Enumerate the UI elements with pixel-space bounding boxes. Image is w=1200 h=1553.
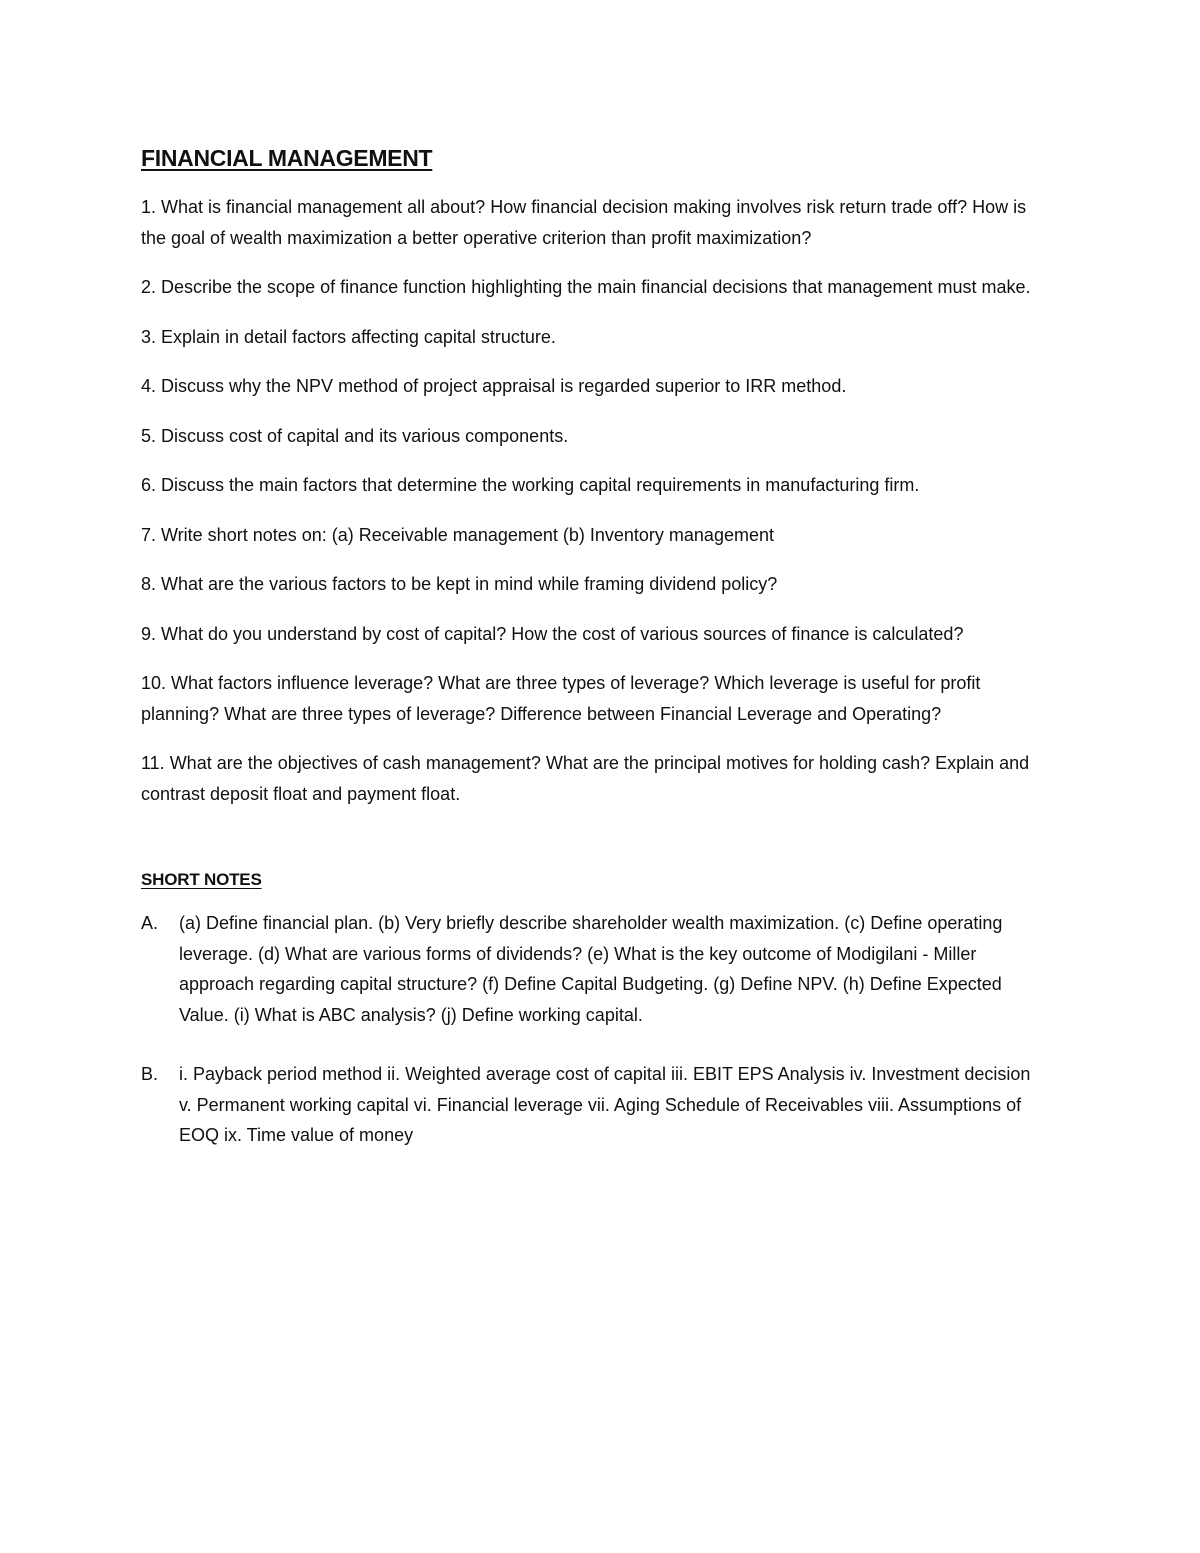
question-5: 5. Discuss cost of capital and its various components. — [141, 425, 569, 446]
question-2: 2. Describe the scope of finance function highlighting the main financial decisions that management must make. — [141, 277, 1031, 297]
short-note-a — [141, 908, 1046, 1030]
question-7: 7. Write short notes on: (a) Receivable management (b) Inventory management — [141, 524, 774, 545]
question-6: 6. Discuss the main factors that determine the working capital requirements in manufacturing firm. — [141, 475, 920, 495]
question-10: 10. What factors influence leverage? What are three types of leverage? Which leverage is useful for profit planning? What are three types of leverage? Difference between Financial Leverage and Operating? — [141, 673, 981, 724]
short-note-text: i. Payback period method ii. Weighted average cost of capital iii. EBIT EPS Analysis iv. Investment decision v. Permanent working capital vi. Financial leverage vii. Aging Schedule of Receivables viii. Assumptions of EOQ ix. Time value of money — [179, 1064, 1031, 1145]
short-note-letter: B. — [141, 1064, 159, 1084]
section-spacer — [141, 828, 1046, 870]
question-9: 9. What do you understand by cost of capital? How the cost of various sources of finance is calculated? — [141, 623, 964, 644]
question-3: 3. Explain in detail factors affecting capital structure. — [141, 326, 556, 347]
question-8: 8. What are the various factors to be kept in mind while framing dividend policy? — [141, 574, 778, 594]
short-notes-heading: SHORT NOTES — [141, 870, 262, 889]
question-4: 4. Discuss why the NPV method of project appraisal is regarded superior to IRR method. — [141, 376, 847, 396]
question-11: 11. What are the objectives of cash management? What are the principal motives for holding cash? Explain and contrast deposit float and payment float. — [141, 753, 1030, 804]
document-title: FINANCIAL MANAGEMENT — [141, 145, 433, 171]
document-page — [141, 145, 1046, 1180]
question-1: 1. What is financial management all about? How financial decision making involves risk return trade off? How is the goal of wealth maximization a better operative criterion than profit maximization? — [141, 197, 1027, 248]
short-note-text: (a) Define financial plan. (b) Very briefly describe shareholder wealth maximization. (c) Define operating leverage. (d) What are various forms of dividends? (e) What is the key outcome of Modigilani - Miller approach regarding capital structure? (f) Define Capital Budgeting. (g) Define NPV. (h) Define Expected Value. (i) What is ABC analysis? (j) Define working capital. — [179, 913, 1003, 1025]
short-note-b — [141, 1059, 1046, 1151]
short-note-letter: A. — [141, 913, 159, 933]
